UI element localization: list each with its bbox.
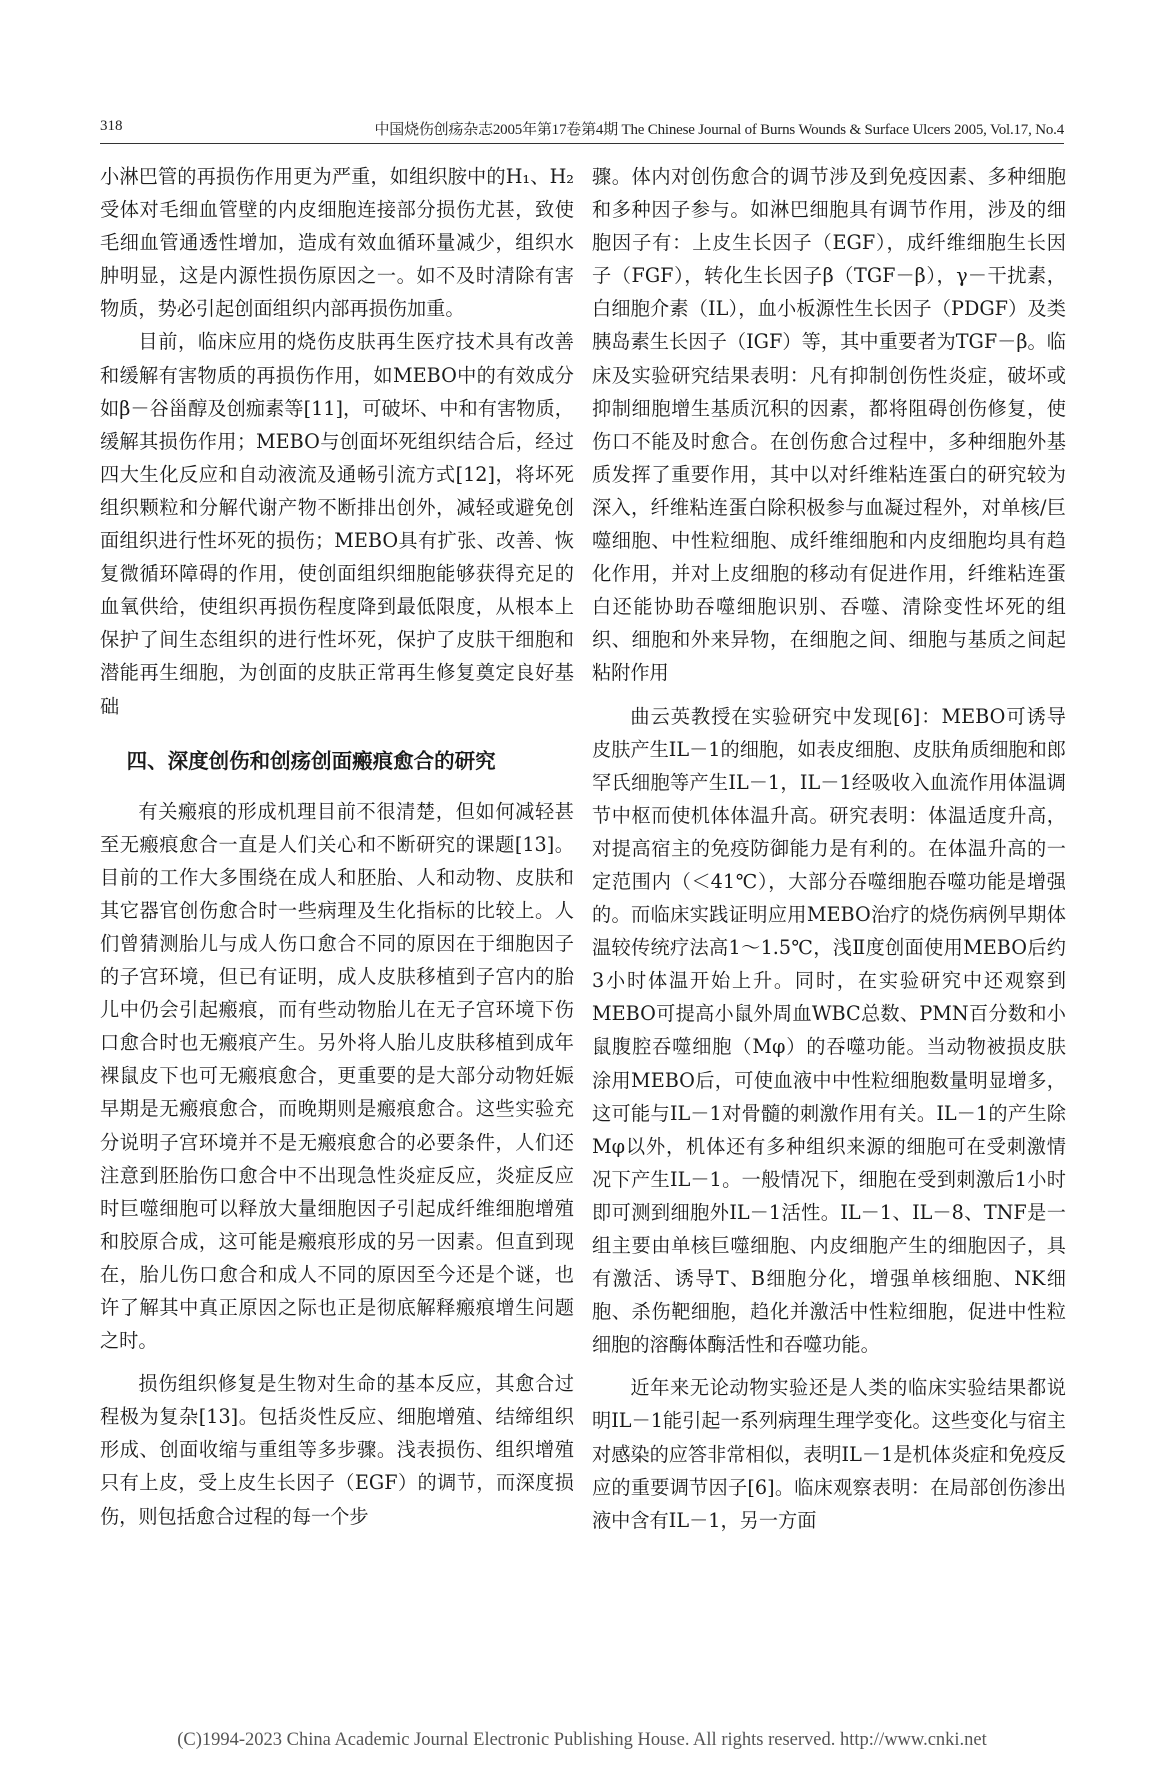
header-rule <box>100 143 1064 144</box>
paragraph-scar-mechanism: 有关瘢痕的形成机理目前不很清楚，但如何减轻甚至无瘢痕愈合一直是人们关心和不断研究的课题[13]。目前的工作大多围绕在成人和胚胎、人和动物、皮肤和其它器官创伤愈合时一些病理及生化指标的比较上。人们曾猜测胎儿与成人伤口愈合不同的原因在于细胞因子的子宫环境，但已有证明，成人皮肤移植到子宫内的胎儿中仍会引起瘢痕，而有些动物胎儿在无子宫环境下伤口愈合时也无瘢痕产生。另外将人胎儿皮肤移植到成年裸鼠皮下也可无瘢痕愈合，更重要的是大部分动物妊娠早期是无瘢痕愈合，而晚期则是瘢痕愈合。这些实验充分说明子宫环境并不是无瘢痕愈合的必要条件，人们还注意到胚胎伤口愈合中不出现急性炎症反应，炎症反应时巨噬细胞可以释放大量细胞因子引起成纤维细胞增殖和胶原合成，这可能是瘢痕形成的另一因素。但直到现在，胎儿伤口愈合和成人不同的原因至今还是个谜，也许了解其中真正原因之际也正是彻底解释瘢痕增生问题之时。 <box>100 799 574 1353</box>
paragraph-il1-clinical: 近年来无论动物实验还是人类的临床实验结果都说明IL－1能引起一系列病理生理学变化。这些变化与宿主对感染的应答非常相似，表明IL－1是机体炎症和免疫反应的重要调节因子[6]。临床观察表明：在局部创伤渗出液中含有IL－1，另一方面 <box>592 1376 1066 1532</box>
paragraph-cytokines: 骤。体内对创伤愈合的调节涉及到免疫因素、多种细胞和多种因子参与。如淋巴细胞具有调节作用，涉及的细胞因子有：上皮生长因子（EGF），成纤维细胞生长因子（FGF），转化生长因子β（TGF－β），γ－干扰素，白细胞介素（IL），血小板源性生长因子（PDGF）及类胰岛素生长因子（IGF）等，其中重要者为TGF－β。临床及实验研究结果表明：凡有抑制创伤性炎症，破坏或抑制细胞增生基质沉积的因素，都将阻碍创伤修复，使伤口不能及时愈合。在创伤愈合过程中，多种细胞外基质发挥了重要作用，其中以对纤维粘连蛋白的研究较为深入，纤维粘连蛋白除积极参与血凝过程外，对单核/巨噬细胞、中性粒细胞、成纤维细胞和内皮细胞均具有趋化作用，并对上皮细胞的移动有促进作用，纤维粘连蛋白还能协助吞噬细胞识别、吞噬、清除变性坏死的组织、细胞和外来异物，在细胞之间、细胞与基质之间起粘附作用 <box>592 165 1066 685</box>
right-column <box>592 160 1066 1720</box>
paragraph-il1-findings: 曲云英教授在实验研究中发现[6]：MEBO可诱导皮肤产生IL－1的细胞，如表皮细胞、皮肤角质细胞和郎罕氏细胞等产生IL－1，IL－1经吸收入血流作用体温调节中枢而使机体体温升高。研究表明：体温适度升高，对提高宿主的免疫防御能力是有利的。在体温升高的一定范围内（＜41℃），大部分吞噬细胞吞噬功能是增强的。而临床实践证明应用MEBO治疗的烧伤病例早期体温较传统疗法高1～1.5℃，浅Ⅱ度创面使用MEBO后约3小时体温开始上升。同时，在实验研究中还观察到MEBO可提高小鼠外周血WBC总数、PMN百分数和小鼠腹腔吞噬细胞（Mφ）的吞噬功能。当动物被损皮肤涂用MEBO后，可使血液中中性粒细胞数量明显增多，这可能与IL－1对骨髓的刺激作用有关。IL－1的产生除Mφ以外，机体还有多种组织来源的细胞可在受刺激情况下产生IL－1。一般情况下，细胞在受到刺激后1小时即可测到细胞外IL－1活性。IL－1、IL－8、TNF是一组主要由单核巨噬细胞、内皮细胞产生的细胞因子，具有激活、诱导T、B细胞分化，增强单核细胞、NK细胞、杀伤靶细胞，趋化并激活中性粒细胞，促进中性粒细胞的溶酶体酶活性和吞噬功能。 <box>592 704 1066 1357</box>
running-header <box>100 118 1064 142</box>
paragraph-mebo-effects: 目前，临床应用的烧伤皮肤再生医疗技术具有改善和缓解有害物质的再损伤作用，如MEBO中的有效成分如β－谷甾醇及创痂素等[11]，可破坏、中和有害物质，缓解其损伤作用；MEBO与创面坏死组织结合后，经过四大生化反应和自动液流及通畅引流方式[12]，将坏死组织颗粒和分解代谢产物不断排出创外，减轻或避免创面组织进行性坏死的损伤；MEBO具有扩张、改善、恢复微循环障碍的作用，使创面组织细胞能够获得充足的血氧供给，使组织再损伤程度降到最低限度，从根本上保护了间生态组织的进行性坏死，保护了皮肤干细胞和潜能再生细胞，为创面的皮肤正常再生修复奠定良好基础 <box>100 330 574 718</box>
section-heading: 四、深度创伤和创疡创面瘢痕愈合的研究 <box>126 748 496 773</box>
paragraph-continued: 小淋巴管的再损伤作用更为严重，如组织胺中的H₁、H₂受体对毛细血管壁的内皮细胞连接部分损伤尤甚，致使毛细血管通透性增加，造成有效血循环量减少，组织水肿明显，这是内源性损伤原因之一。如不及时清除有害物质，势必引起创面组织内部再损伤加重。 <box>100 165 574 321</box>
copyright-footer: (C)1994-2023 China Academic Journal Electronic Publishing House. All rights reserved. http://www.cnki.net <box>177 1730 987 1750</box>
page-number: 318 <box>100 118 123 134</box>
left-column <box>100 160 574 1720</box>
paragraph-repair-process: 损伤组织修复是生物对生命的基本反应，其愈合过程极为复杂[13]。包括炎性反应、细胞增殖、结缔组织形成、创面收缩与重组等多步骤。浅表损伤、组织增殖只有上皮，受上皮生长因子（EGF）的调节，而深度损伤，则包括愈合过程的每一个步 <box>100 1372 574 1528</box>
journal-citation-line: 中国烧伤创疡杂志2005年第17卷第4期 The Chinese Journal of Burns Wounds & Surface Ulcers 2005, Vol.17, No.4 <box>374 122 1064 138</box>
